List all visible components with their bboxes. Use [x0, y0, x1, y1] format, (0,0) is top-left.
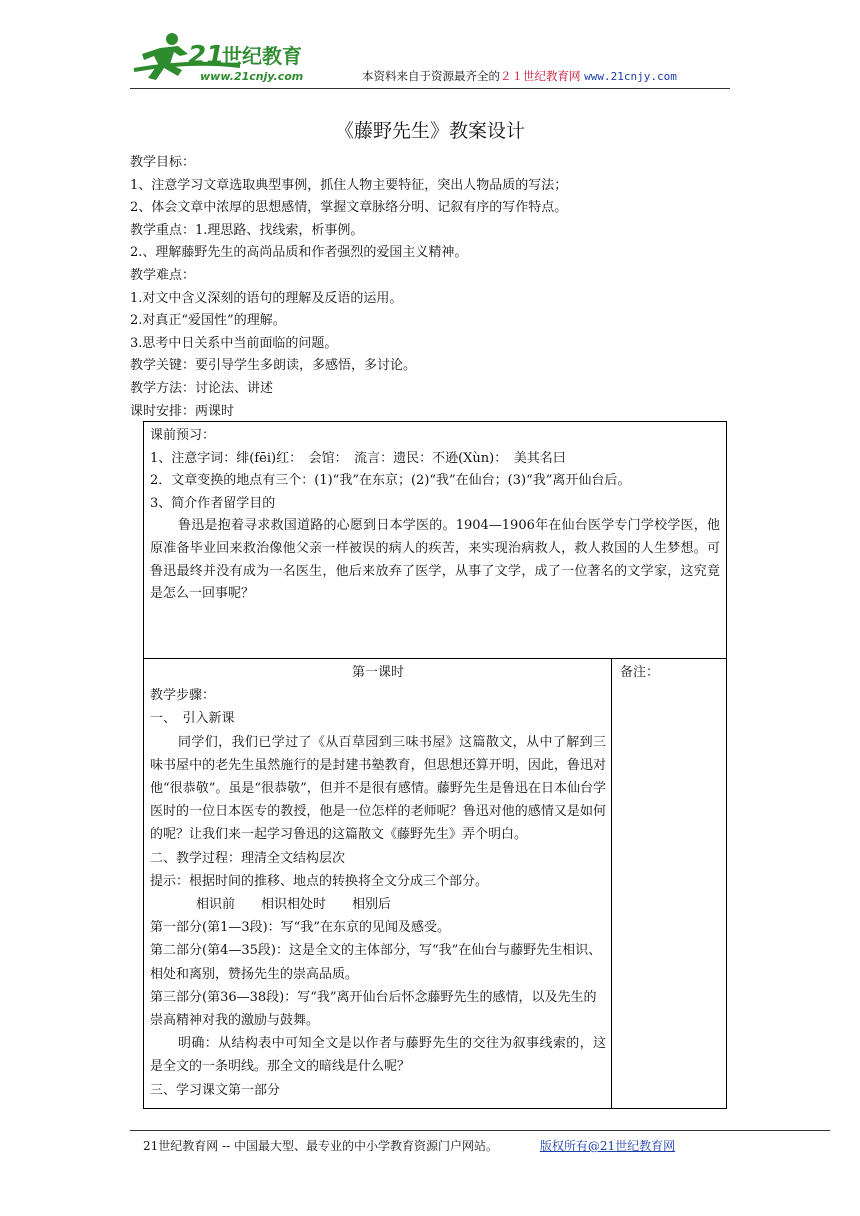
- lesson-paragraph: 同学们，我们已学过了《从百草园到三味书屋》这篇散文，从中了解到三味书屋中的老先生虽然施行的是封建书塾教育，但思想还算开明，因此，鲁迅对他“很恭敬”。虽是“很恭敬”，但并不是很有感情。藤野先生是鲁迅在日本仙台学医时的一位日本医专的教授，他是一位怎样的老师呢？鲁迅对他的感情又是如何的呢？让我们来一起学习鲁迅的这篇散文《藤野先生》弄个明白。: [150, 734, 606, 843]
- table-column-divider: [611, 658, 612, 1109]
- clarify-paragraph: 明确：从结构表中可知全文是以作者与藤野先生的交往为叙事线索的，这是全文的一条明线。那全文的暗线是什么呢？: [150, 1036, 606, 1075]
- footer-text: 21世纪教育网 -- 中国最大型、最专业的中小学教育资源门户网站。: [143, 1139, 499, 1153]
- objective-line: 2.对真正“爱国性”的理解。: [130, 313, 286, 329]
- svg-text:21: 21: [188, 41, 225, 71]
- objective-line: 2、体会文章中浓厚的思想感情，掌握文章脉络分明、记叙有序的写作特点。: [130, 200, 568, 216]
- part-line: 第三部分(第36—38段)：写“我”离开仙台后怀念藤野先生的感情，以及先生的崇高精神对我的激励与鼓舞。: [150, 989, 597, 1029]
- part-line: 第一部分(第1—3段)：写“我”在东京的见闻及感受。: [150, 920, 450, 936]
- lesson-title: 第一课时: [351, 665, 404, 680]
- hint-line: 提示：根据时间的推移、地点的转换将全文分成三个部分。: [150, 873, 489, 889]
- notes-label: 备注：: [620, 665, 660, 680]
- svg-text:世纪教育: 世纪教育: [222, 44, 302, 68]
- objective-line: 1、注意学习文章选取典型事例，抓住人物主要特征，突出人物品质的写法；: [130, 177, 568, 193]
- section-heading: 二、教学过程：理清全文结构层次: [150, 850, 346, 866]
- page-footer: [143, 1137, 675, 1154]
- section-heading: 一、 引入新课: [150, 711, 235, 727]
- teaching-objectives: [130, 152, 730, 423]
- objective-line: 教学目标：: [130, 155, 196, 170]
- preview-line: 2．文章变换的地点有三个：(1)“我”在东京；(2)“我”在仙台；(3)“我”离开仙台后。: [150, 473, 631, 489]
- preview-line: 1、注意字词：绯(fēi)红： 会馆： 流言：遗民：不逊(Xùn)： 美其名曰: [150, 450, 566, 466]
- part-line: 第二部分(第4—35段)：这是全文的主体部分，写“我”在仙台与藤野先生相识、相处和离别，赞扬先生的崇高品质。: [150, 943, 602, 982]
- preview-heading: 课前预习：: [150, 428, 216, 443]
- page-title: 《藤野先生》教案设计: [334, 120, 525, 142]
- footer-rule: [130, 1130, 830, 1131]
- objective-line: 1.对文中含义深刻的语句的理解及反语的运用。: [130, 290, 403, 306]
- preview-cell: [150, 425, 720, 606]
- objective-line: 2.、理解藤野先生的高尚品质和作者强烈的爱国主义精神。: [130, 245, 468, 261]
- section-heading: 三、学习课文第一部分: [150, 1082, 281, 1098]
- header-note-prefix: 本资料来自于资源最齐全的: [362, 69, 500, 83]
- header-url-link[interactable]: www.21cnjy.com: [584, 70, 677, 83]
- site-logo: [130, 30, 340, 86]
- objective-line: 教学重点：1.理思路、找线索，析事例。: [130, 222, 364, 238]
- steps-label: 教学步骤：: [150, 688, 216, 704]
- header-rule: [130, 88, 730, 89]
- copyright-link[interactable]: 版权所有@21世纪教育网: [539, 1139, 676, 1153]
- table-row-divider: [143, 658, 727, 659]
- svg-text:www.21cnjy.com: www.21cnjy.com: [200, 70, 304, 83]
- preview-paragraph: 鲁迅是抱着寻求救国道路的心愿到日本学医的。1904—1906年在仙台医学专门学校学医，他原准备毕业回来救治像他父亲一样被误的病人的疾苦，来实现治病救人，救人救国的人生梦想。可鲁迅最终并没有成为一名医生，他后来放弃了医学，从事了文学，成了一位著名的文学家，这究竟是怎么一回事呢？: [150, 518, 720, 602]
- objective-line: 3.思考中日关系中当前面临的问题。: [130, 335, 338, 351]
- objective-line: 教学难点：: [130, 267, 196, 283]
- lesson-cell: [150, 661, 606, 1102]
- objective-line: 教学方法：讨论法、讲述: [130, 380, 274, 396]
- header-brand-link[interactable]: ２１世纪教育网: [500, 69, 581, 83]
- objective-line: 教学关键：要引导学生多朗读，多感悟，多讨论。: [130, 358, 417, 374]
- objective-line: 课时安排：两课时: [130, 403, 235, 419]
- preview-line: 3、简介作者留学目的: [150, 495, 276, 511]
- page-header: [130, 30, 730, 88]
- structure-line: 相识前 相识相处时 相别后: [196, 897, 392, 913]
- header-source-note: [362, 68, 677, 84]
